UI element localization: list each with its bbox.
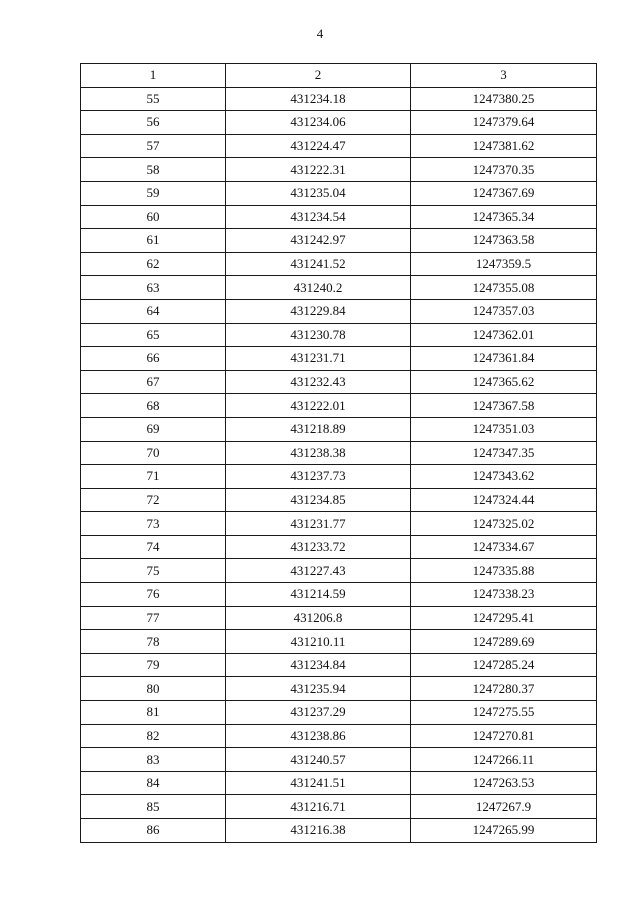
point-number-cell: 62 (81, 252, 226, 276)
x-coordinate-cell: 431214.59 (226, 583, 411, 607)
x-coordinate-cell: 431210.11 (226, 630, 411, 654)
page-number: 4 (316, 26, 324, 41)
table-row (81, 465, 597, 489)
y-coordinate-cell: 1247267.9 (411, 795, 597, 819)
y-coordinate-cell: 1247270.81 (411, 724, 597, 748)
x-coordinate-cell: 431240.57 (226, 748, 411, 772)
point-number-cell: 78 (81, 630, 226, 654)
table-row (81, 795, 597, 819)
table-row (81, 134, 597, 158)
coordinates-table (80, 63, 597, 843)
x-coordinate-cell: 431241.52 (226, 252, 411, 276)
point-number-cell: 69 (81, 417, 226, 441)
y-coordinate-cell: 1247266.11 (411, 748, 597, 772)
point-number-cell: 85 (81, 795, 226, 819)
y-coordinate-cell: 1247381.62 (411, 134, 597, 158)
table-row (81, 394, 597, 418)
point-number-cell: 56 (81, 111, 226, 135)
point-number-cell: 59 (81, 181, 226, 205)
table-row (81, 512, 597, 536)
y-coordinate-cell: 1247355.08 (411, 276, 597, 300)
point-number-cell: 79 (81, 653, 226, 677)
x-coordinate-cell: 431229.84 (226, 299, 411, 323)
x-coordinate-cell: 431234.54 (226, 205, 411, 229)
point-number-cell: 68 (81, 394, 226, 418)
point-number-cell: 75 (81, 559, 226, 583)
point-number-cell: 84 (81, 771, 226, 795)
y-coordinate-cell: 1247367.69 (411, 181, 597, 205)
x-coordinate-cell: 431242.97 (226, 229, 411, 253)
point-number-cell: 72 (81, 488, 226, 512)
x-coordinate-cell: 431234.84 (226, 653, 411, 677)
table-row (81, 701, 597, 725)
y-coordinate-cell: 1247347.35 (411, 441, 597, 465)
y-coordinate-cell: 1247367.58 (411, 394, 597, 418)
y-coordinate-cell: 1247263.53 (411, 771, 597, 795)
table-row (81, 488, 597, 512)
table-row (81, 323, 597, 347)
table-row (81, 276, 597, 300)
y-coordinate-cell: 1247357.03 (411, 299, 597, 323)
y-coordinate-cell: 1247285.24 (411, 653, 597, 677)
y-coordinate-cell: 1247325.02 (411, 512, 597, 536)
point-number-cell: 64 (81, 299, 226, 323)
x-coordinate-cell: 431231.77 (226, 512, 411, 536)
table-row (81, 630, 597, 654)
x-coordinate-cell: 431206.8 (226, 606, 411, 630)
y-coordinate-cell: 1247295.41 (411, 606, 597, 630)
y-coordinate-cell: 1247380.25 (411, 87, 597, 111)
column-header: 2 (226, 64, 411, 88)
point-number-cell: 55 (81, 87, 226, 111)
table-body (81, 87, 597, 842)
table-row (81, 205, 597, 229)
y-coordinate-cell: 1247351.03 (411, 417, 597, 441)
table-row (81, 771, 597, 795)
x-coordinate-cell: 431224.47 (226, 134, 411, 158)
table-row (81, 181, 597, 205)
x-coordinate-cell: 431235.04 (226, 181, 411, 205)
y-coordinate-cell: 1247361.84 (411, 347, 597, 371)
x-coordinate-cell: 431216.38 (226, 819, 411, 843)
table-row (81, 606, 597, 630)
point-number-cell: 66 (81, 347, 226, 371)
y-coordinate-cell: 1247362.01 (411, 323, 597, 347)
table-row (81, 677, 597, 701)
table-row (81, 441, 597, 465)
table-row (81, 748, 597, 772)
point-number-cell: 63 (81, 276, 226, 300)
x-coordinate-cell: 431216.71 (226, 795, 411, 819)
table-row (81, 370, 597, 394)
x-coordinate-cell: 431227.43 (226, 559, 411, 583)
table-row (81, 559, 597, 583)
x-coordinate-cell: 431237.73 (226, 465, 411, 489)
y-coordinate-cell: 1247379.64 (411, 111, 597, 135)
point-number-cell: 76 (81, 583, 226, 607)
y-coordinate-cell: 1247265.99 (411, 819, 597, 843)
x-coordinate-cell: 431235.94 (226, 677, 411, 701)
x-coordinate-cell: 431237.29 (226, 701, 411, 725)
y-coordinate-cell: 1247335.88 (411, 559, 597, 583)
point-number-cell: 71 (81, 465, 226, 489)
table-row (81, 417, 597, 441)
x-coordinate-cell: 431222.01 (226, 394, 411, 418)
column-header: 3 (411, 64, 597, 88)
table-row (81, 158, 597, 182)
y-coordinate-cell: 1247359.5 (411, 252, 597, 276)
point-number-cell: 77 (81, 606, 226, 630)
x-coordinate-cell: 431240.2 (226, 276, 411, 300)
point-number-cell: 74 (81, 535, 226, 559)
point-number-cell: 67 (81, 370, 226, 394)
table-row (81, 252, 597, 276)
point-number-cell: 83 (81, 748, 226, 772)
point-number-cell: 86 (81, 819, 226, 843)
y-coordinate-cell: 1247365.34 (411, 205, 597, 229)
table-row (81, 347, 597, 371)
table-row (81, 653, 597, 677)
x-coordinate-cell: 431234.85 (226, 488, 411, 512)
y-coordinate-cell: 1247289.69 (411, 630, 597, 654)
x-coordinate-cell: 431218.89 (226, 417, 411, 441)
table-row (81, 299, 597, 323)
table-header-row (81, 64, 597, 88)
y-coordinate-cell: 1247365.62 (411, 370, 597, 394)
table-row (81, 87, 597, 111)
x-coordinate-cell: 431238.86 (226, 724, 411, 748)
x-coordinate-cell: 431231.71 (226, 347, 411, 371)
point-number-cell: 65 (81, 323, 226, 347)
point-number-cell: 73 (81, 512, 226, 536)
x-coordinate-cell: 431233.72 (226, 535, 411, 559)
y-coordinate-cell: 1247280.37 (411, 677, 597, 701)
x-coordinate-cell: 431241.51 (226, 771, 411, 795)
point-number-cell: 70 (81, 441, 226, 465)
y-coordinate-cell: 1247324.44 (411, 488, 597, 512)
point-number-cell: 82 (81, 724, 226, 748)
y-coordinate-cell: 1247343.62 (411, 465, 597, 489)
table-row (81, 583, 597, 607)
point-number-cell: 58 (81, 158, 226, 182)
table-row (81, 111, 597, 135)
x-coordinate-cell: 431238.38 (226, 441, 411, 465)
x-coordinate-cell: 431234.18 (226, 87, 411, 111)
point-number-cell: 80 (81, 677, 226, 701)
table-row (81, 229, 597, 253)
point-number-cell: 81 (81, 701, 226, 725)
point-number-cell: 60 (81, 205, 226, 229)
column-header: 1 (81, 64, 226, 88)
y-coordinate-cell: 1247275.55 (411, 701, 597, 725)
y-coordinate-cell: 1247334.67 (411, 535, 597, 559)
table-row (81, 535, 597, 559)
y-coordinate-cell: 1247363.58 (411, 229, 597, 253)
x-coordinate-cell: 431234.06 (226, 111, 411, 135)
y-coordinate-cell: 1247370.35 (411, 158, 597, 182)
point-number-cell: 57 (81, 134, 226, 158)
x-coordinate-cell: 431232.43 (226, 370, 411, 394)
point-number-cell: 61 (81, 229, 226, 253)
table-row (81, 819, 597, 843)
x-coordinate-cell: 431222.31 (226, 158, 411, 182)
x-coordinate-cell: 431230.78 (226, 323, 411, 347)
table-row (81, 724, 597, 748)
y-coordinate-cell: 1247338.23 (411, 583, 597, 607)
